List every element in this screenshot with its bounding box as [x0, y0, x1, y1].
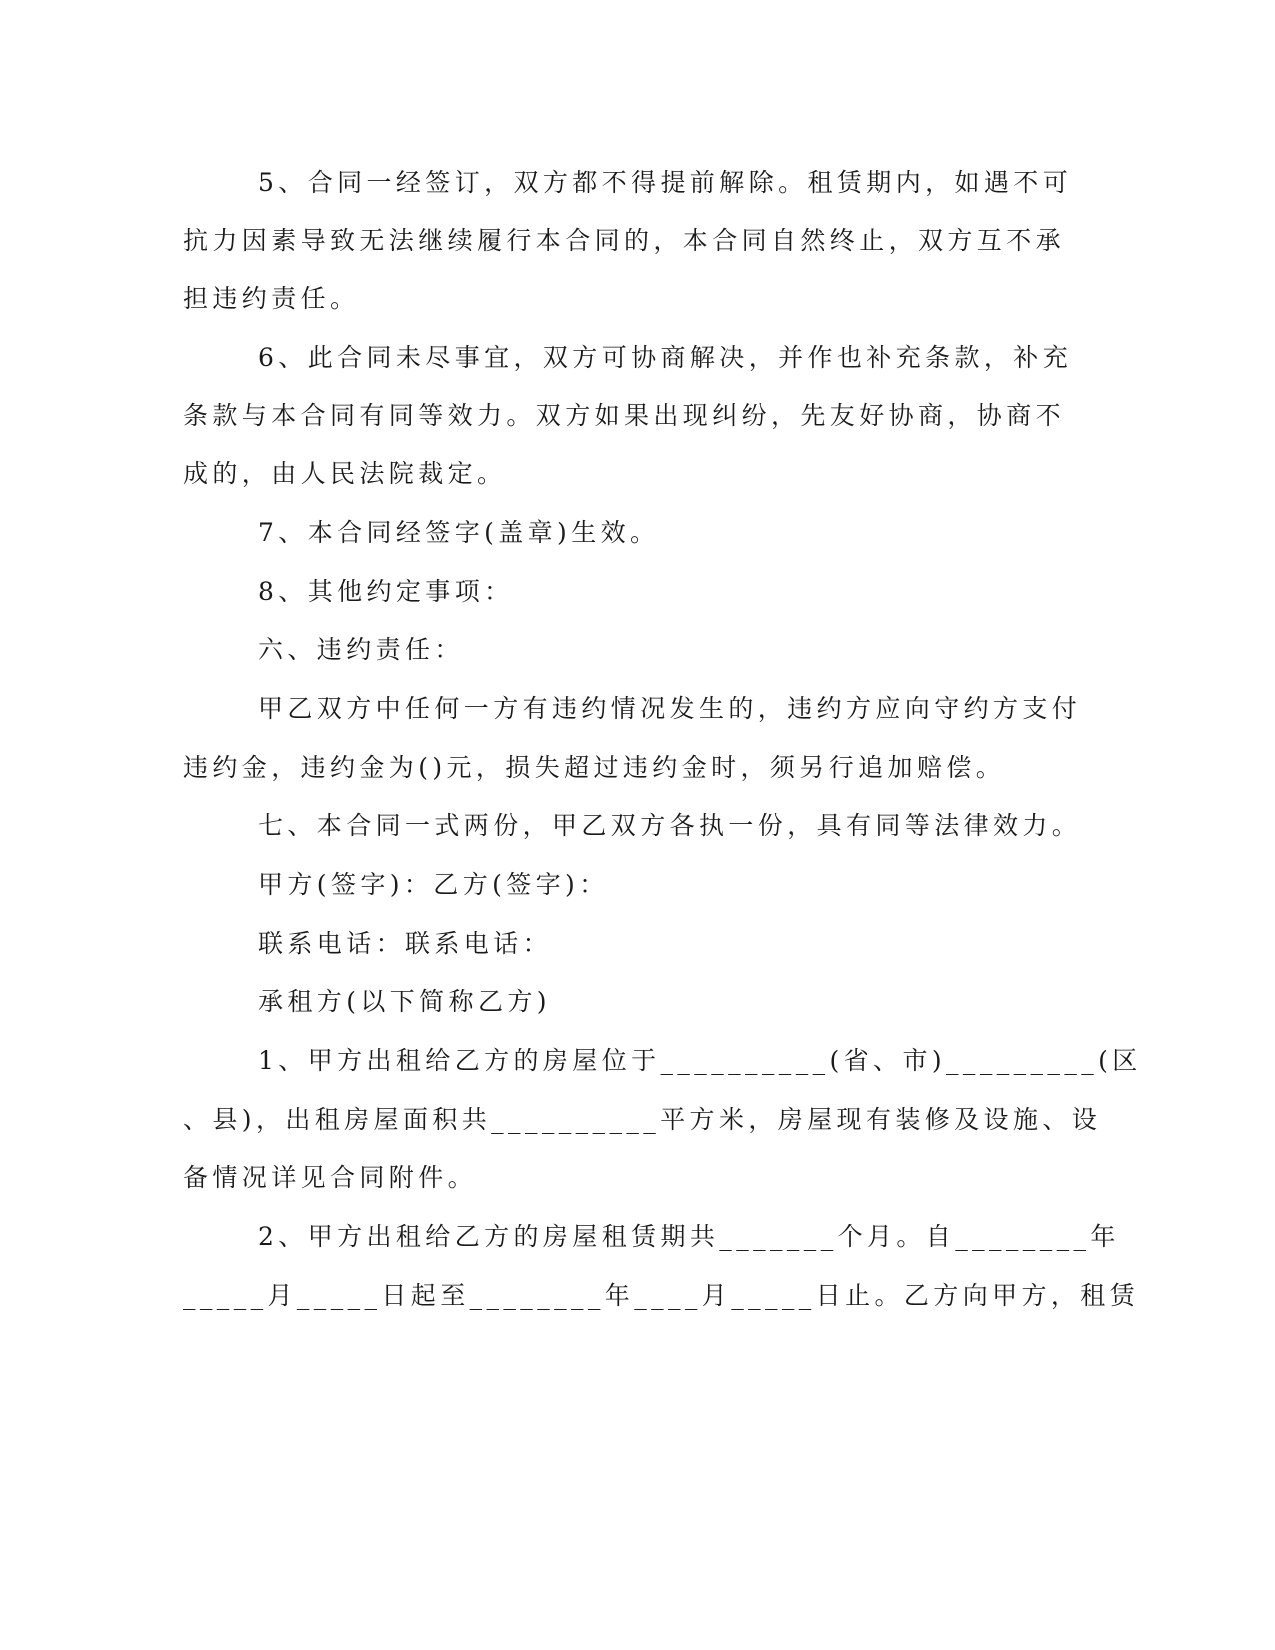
clause-8: 8、其他约定事项： — [258, 577, 514, 606]
section-heading-breach: 六、违约责任： — [258, 635, 464, 664]
lessee-heading: 承租方(以下简称乙方) — [258, 987, 551, 1016]
clause-5-line-2: 抗力因素导致无法继续履行本合同的，本合同自然终止，双方互不承 — [183, 226, 1066, 255]
clause-6-line-1: 6、此合同未尽事宜，双方可协商解决，并作也补充条款，补充 — [258, 343, 1073, 372]
clause-5-line-1: 5、合同一经签订，双方都不得提前解除。租赁期内，如遇不可 — [258, 168, 1073, 197]
item-1-line-1: 1、甲方出租给乙方的房屋位于__________(省、市)_________(区 — [258, 1046, 1142, 1075]
section-copies: 七、本合同一式两份，甲乙双方各执一份，具有同等法律效力。 — [258, 811, 1082, 840]
item-1-line-2: 、县)，出租房屋面积共__________平方米，房屋现有装修及设施、设 — [183, 1105, 1102, 1134]
item-2-line-1: 2、甲方出租给乙方的房屋租赁期共_______个月。自________年 — [258, 1222, 1120, 1251]
clause-7: 7、本合同经签字(盖章)生效。 — [258, 518, 660, 547]
contact-phone-line: 联系电话：联系电话： — [258, 929, 553, 958]
clause-6-line-2: 条款与本合同有同等效力。双方如果出现纠纷，先友好协商，协商不 — [183, 401, 1066, 430]
signature-line: 甲方(签字)：乙方(签字)： — [258, 870, 609, 899]
item-1-line-3: 备情况详见合同附件。 — [183, 1163, 478, 1192]
breach-paragraph-line-1: 甲乙双方中任何一方有违约情况发生的，违约方应向守约方支付 — [258, 694, 1082, 723]
breach-paragraph-line-2: 违约金，违约金为()元，损失超过违约金时，须另行追加赔偿。 — [183, 753, 1006, 782]
item-2-line-2: _____月_____日起至________年____月_____日止。乙方向甲方，租赁 — [183, 1281, 1140, 1310]
clause-5-line-3: 担违约责任。 — [183, 284, 360, 313]
clause-6-line-3: 成的，由人民法院裁定。 — [183, 459, 507, 488]
